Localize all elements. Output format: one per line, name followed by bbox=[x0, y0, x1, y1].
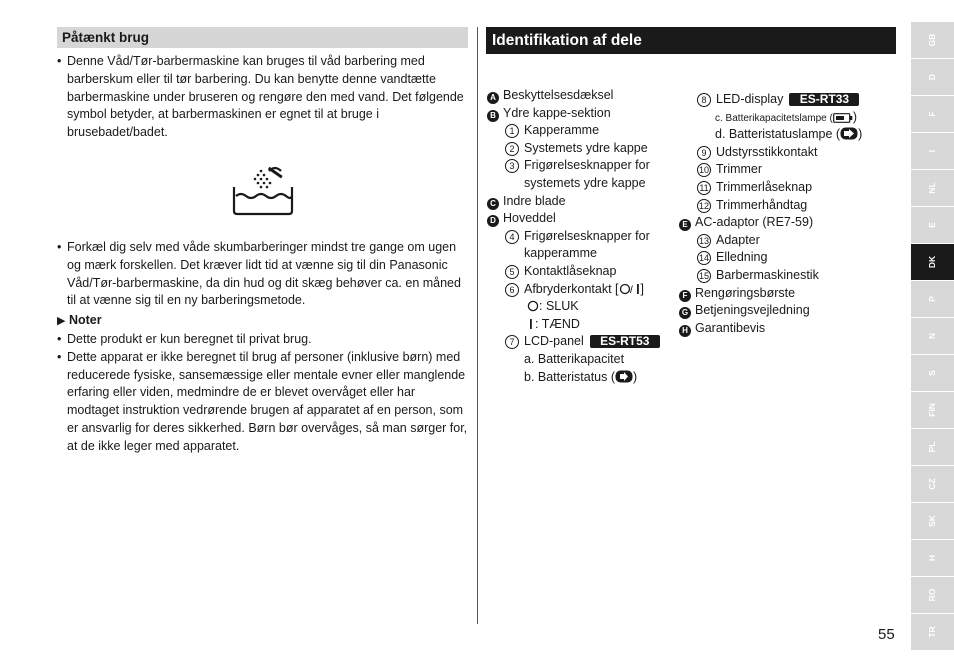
sub-item-label: b. Batteristatus ( bbox=[524, 369, 616, 384]
close-paren: ) bbox=[633, 369, 638, 384]
off-label: : SLUK bbox=[539, 299, 579, 314]
part-label: LCD-panel bbox=[524, 334, 584, 349]
language-tab-cz[interactable]: CZ bbox=[911, 466, 954, 503]
sub-item-label: c. Batterikapacitetslampe ( bbox=[715, 112, 833, 124]
language-tab-n[interactable]: N bbox=[911, 318, 954, 355]
battery-capacity-lamp-icon bbox=[833, 113, 853, 123]
letter-badge: H bbox=[679, 325, 691, 337]
number-badge: 10 bbox=[698, 165, 709, 176]
part-label: AC-adaptor (RE7-59) bbox=[695, 215, 814, 230]
language-tab-pl[interactable]: PL bbox=[911, 429, 954, 466]
language-tab-gb[interactable]: GB bbox=[911, 22, 954, 59]
bracket-close: ] bbox=[640, 281, 644, 296]
letter-badge: F bbox=[679, 290, 691, 302]
battery-status-lamp-icon bbox=[840, 127, 858, 140]
language-tab-h[interactable]: H bbox=[911, 540, 954, 577]
svg-text:/: / bbox=[629, 284, 633, 295]
model-tag: ES-RT53 bbox=[590, 335, 660, 348]
letter-badge: D bbox=[487, 215, 499, 227]
number-badge: 2 bbox=[505, 142, 519, 156]
part-label: Kontaktlåseknap bbox=[524, 263, 617, 278]
sub-item-label: d. Batteristatuslampe ( bbox=[715, 127, 841, 142]
language-tab-f[interactable]: F bbox=[911, 96, 954, 133]
wet-shave-paragraph: • Forkæl dig selv med våde skumbarberinger mindst tre gange om ugen og mærk forskellen. Det kræver lidt tid at vænne sig til din Panasonic Våd/Tør-barbermaskine, da din hud og dit skæg behøver ca. en måned til at vænne sig til en ny barberingsmetode. bbox=[57, 239, 468, 310]
part-label: Ydre kappe-sektion bbox=[503, 105, 611, 120]
off-on-symbols-icon bbox=[619, 283, 641, 295]
part-label: Adapter bbox=[716, 232, 760, 247]
part-label: Trimmerhåndtag bbox=[716, 197, 808, 212]
language-tab-tr[interactable]: TR bbox=[911, 614, 954, 651]
part-label: Systemets ydre kappe bbox=[524, 140, 648, 155]
sub-item-label: a. Batterikapacitet bbox=[524, 351, 625, 366]
close-paren: ) bbox=[852, 109, 857, 124]
parts-heading: Identifikation af dele bbox=[486, 27, 896, 54]
column-divider bbox=[477, 27, 478, 624]
letter-badge: C bbox=[487, 198, 499, 210]
part-label: Beskyttelsesdæksel bbox=[503, 88, 614, 102]
note-arrow-icon: ▶ bbox=[57, 315, 66, 328]
part-label: Frigørelsesknapper for bbox=[524, 228, 650, 243]
page-number: 55 bbox=[878, 626, 895, 643]
number-badge: 8 bbox=[697, 93, 711, 107]
part-label: LED-display bbox=[716, 92, 784, 106]
note-item: • Dette produkt er kun beregnet til privat brug. bbox=[57, 331, 468, 349]
number-badge: 4 bbox=[505, 230, 519, 244]
part-label: Frigørelsesknapper for bbox=[524, 158, 650, 173]
notes-heading bbox=[57, 312, 468, 331]
off-symbol-icon bbox=[527, 300, 539, 312]
language-tab-p[interactable]: P bbox=[911, 281, 954, 318]
note-item: • Dette apparat er ikke beregnet til brug af personer (inklusive børn) med reducerede fysiske, sansemæssige eller mentale evner eller manglende erfaring eller viden, medmindre de er blevet overvåget eller har modtaget instruktion vedrørende brugen af apparatet af en person, som er ansvarlig for deres sikkerhed. Børn bør overvåges, så man sørger for, at de ikke leger med apparatet. bbox=[57, 349, 468, 456]
letter-badge: E bbox=[679, 219, 691, 231]
on-symbol-icon bbox=[527, 318, 535, 330]
language-tab-nl[interactable]: NL bbox=[911, 170, 954, 207]
notes-title: Noter bbox=[68, 313, 102, 328]
number-badge: 13 bbox=[698, 235, 709, 246]
part-label: Kapperamme bbox=[524, 123, 600, 138]
number-badge: 6 bbox=[505, 283, 519, 297]
language-tab-i[interactable]: I bbox=[911, 133, 954, 170]
number-badge: 15 bbox=[698, 270, 709, 281]
parts-list-right bbox=[681, 91, 897, 337]
number-badge: 3 bbox=[505, 159, 519, 173]
intended-use-heading: Påtænkt brug bbox=[57, 27, 468, 48]
part-label-continued: kapperamme bbox=[524, 246, 597, 261]
part-label: Indre blade bbox=[503, 193, 566, 208]
letter-badge: G bbox=[679, 307, 691, 319]
close-paren: ) bbox=[858, 127, 863, 142]
parts-identification-section bbox=[486, 27, 896, 384]
intended-use-paragraph: • Denne Våd/Tør-barbermaskine kan bruges til våd barbering med barberskum eller til tør barbering. Du kan benytte denne vandtætte barbermaskine under bruseren og rengøre den med vand. Det følgende symbol betyder, at barbermaskinen er egnet til at bruge i brusebadet/badet. bbox=[57, 53, 468, 142]
number-badge: 14 bbox=[698, 253, 709, 264]
number-badge: 12 bbox=[698, 200, 709, 211]
part-label: Barbermaskinestik bbox=[716, 267, 819, 282]
part-label: Udstyrsstikkontakt bbox=[716, 144, 818, 159]
number-badge: 9 bbox=[697, 146, 711, 160]
intended-use-section bbox=[57, 27, 468, 456]
part-label: Hoveddel bbox=[503, 211, 556, 226]
language-tab-ro[interactable]: RO bbox=[911, 577, 954, 614]
number-badge: 11 bbox=[697, 181, 711, 195]
part-label: Rengøringsbørste bbox=[695, 285, 796, 300]
language-tab-dk[interactable]: DK bbox=[911, 244, 954, 281]
part-label: Afbryderkontakt [ bbox=[524, 281, 619, 296]
language-tabs bbox=[911, 22, 954, 651]
part-label: Trimmerlåseknap bbox=[716, 179, 813, 194]
number-badge: 7 bbox=[505, 335, 519, 349]
on-label: : TÆND bbox=[535, 316, 580, 331]
shower-bath-icon bbox=[231, 165, 295, 217]
part-label: Betjeningsvejledning bbox=[695, 303, 810, 318]
part-label: Garantibevis bbox=[695, 320, 766, 335]
letter-badge: B bbox=[487, 110, 499, 122]
language-tab-e[interactable]: E bbox=[911, 207, 954, 244]
language-tab-sk[interactable]: SK bbox=[911, 503, 954, 540]
number-badge: 5 bbox=[505, 265, 519, 279]
language-tab-fin[interactable]: FIN bbox=[911, 392, 954, 429]
part-label: Trimmer bbox=[716, 162, 763, 177]
letter-badge: A bbox=[487, 92, 499, 104]
battery-status-icon bbox=[615, 370, 633, 383]
part-label: Elledning bbox=[716, 250, 768, 265]
model-tag: ES-RT33 bbox=[789, 93, 859, 106]
parts-list-left bbox=[487, 87, 692, 386]
part-label-continued: systemets ydre kappe bbox=[524, 175, 646, 190]
language-tab-s[interactable]: S bbox=[911, 355, 954, 392]
number-badge: 1 bbox=[505, 124, 519, 138]
language-tab-d[interactable]: D bbox=[911, 59, 954, 96]
